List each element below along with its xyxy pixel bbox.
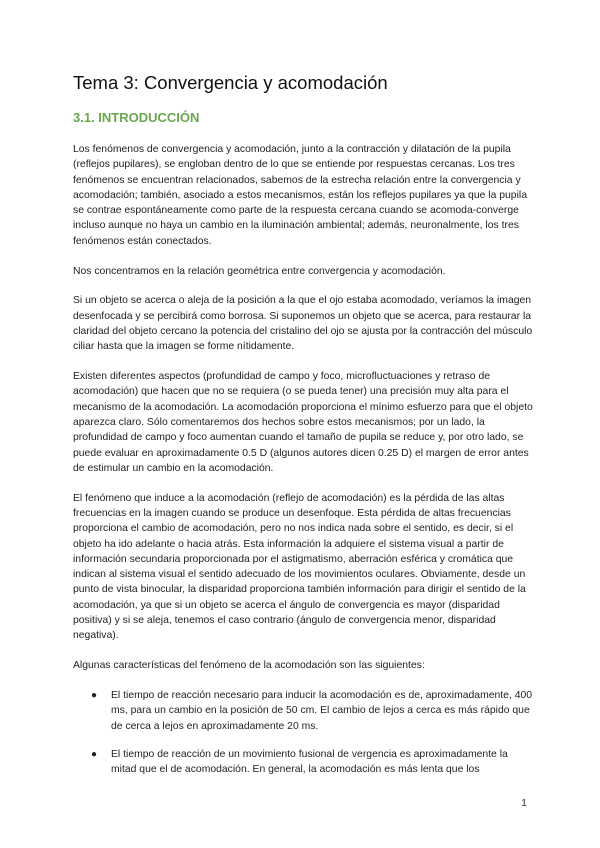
bullet-icon: ● — [91, 689, 98, 701]
bullet-icon: ● — [91, 748, 98, 760]
document-body — [73, 142, 533, 790]
page-number: 1 — [521, 797, 527, 809]
paragraph: Los fenómenos de convergencia y acomodación, junto a la contracción y dilatación de la pupila (reflejos pupilares), se engloban dentro de lo que se entiende por respuestas cercanas. Los tres fenómenos se encuentran relacionados, sabemos de la estrecha relación entre la convergencia y acomodación; también, asociado a estos mecanismos, están los reflejos pupilares ya que la pupila se contrae espontáneamente como parte de la respuesta cercana cuando se acomoda-converge incluso aunque no haya un cambio en la iluminación ambiental; además, neuronalmente, los tres fenómenos están conectados. — [73, 144, 527, 247]
list-item — [91, 688, 533, 734]
paragraph: Nos concentramos en la relación geométrica entre convergencia y acomodación. — [73, 265, 446, 277]
bullet-list — [73, 688, 533, 777]
paragraph: Si un objeto se acerca o aleja de la posición a la que el ojo estaba acomodado, veríamos la imagen desenfocada y se percibirá como borrosa. Si suponemos un objeto que se acerca, para restaurar la claridad del objeto cercano la potencia del cristalino del ojo se ajusta por la contracción del músculo ciliar hasta que la imagen se forme nítidamente. — [73, 295, 533, 353]
paragraph: Existen diferentes aspectos (profundidad de campo y foco, microfluctuaciones y retraso de acomodación) que hacen que no se requiera (o se pueda tener) una precisión muy alta para el mecanismo de la acomodación. La acomodación proporciona el mínimo esfuerzo para que el objeto aparezca claro. Sólo comentaremos dos hechos sobre estos mecanismos; por un lado, la profundidad de campo y foco aumentan cuando el tamaño de pupila se reduce y, por otro lado, se puede evaluar en aproximadamente 0.5 D (algunos autores dicen 0.25 D) el margen de error antes de estimular un cambio en la acomodación. — [73, 371, 533, 474]
paragraph: Algunas características del fenómeno de la acomodación son las siguientes: — [73, 660, 425, 672]
list-item-text: El tiempo de reacción de un movimiento fusional de vergencia es aproximadamente la mitad que el de acomodación. En general, la acomodación es más lenta que los — [111, 748, 508, 776]
paragraph: El fenómeno que induce a la acomodación (reflejo de acomodación) es la pérdida de las altas frecuencias en la imagen cuando se produce un desenfoque. Esta pérdida de altas frecuencias proporciona el cambio de acomodación, pero no nos indica nada sobre el sentido, es decir, si el objeto ha ido adelante o hacia atrás. Esta información la adquiere el sistema visual a partir de información secundaria proporcionada por el astigmatismo, aberración esférica y cromática que indican al sistema visual el sentido adecuado de los movimientos oculares. Obviamente, desde un punto de vista binocular, la disparidad proporciona también información para dirigir el sentido de la acomodación, ya que si un objeto se acerca el ángulo de convergencia es mayor (disparidad positiva) y si se aleja, tenemos el caso contrario (ángulo de convergencia menor, disparidad negativa). — [73, 492, 526, 642]
page-title: Tema 3: Convergencia y acomodación — [73, 72, 388, 93]
list-item-text: El tiempo de reacción necesario para inducir la acomodación es de, aproximadamente, 400 ms, para un cambio en la posición de 50 cm. El cambio de lejos a cerca es más rápido que de cerca a lejos en aproximadamente 20 ms. — [111, 689, 533, 732]
section-heading: 3.1. INTRODUCCIÓN — [73, 110, 200, 125]
list-item — [91, 747, 533, 778]
